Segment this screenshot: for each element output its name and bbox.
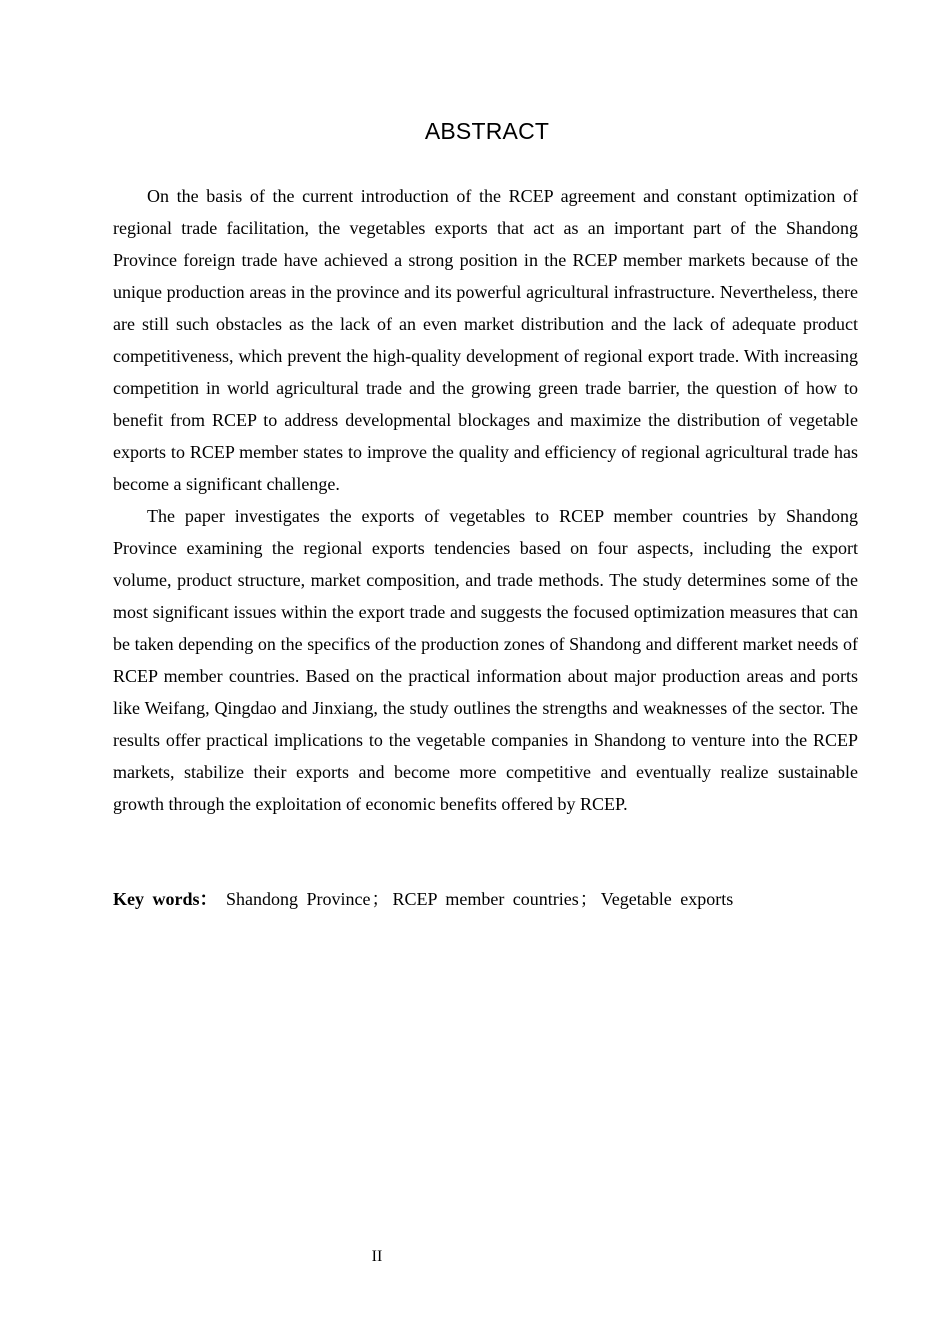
page-number: II [371, 1248, 383, 1265]
abstract-body [113, 180, 858, 820]
keyword-item: Vegetable exports [600, 889, 734, 909]
abstract-paragraph-2: The paper investigates the exports of vegetables to RCEP member countries by Shandong Province examining the regional exports tendencies based on four aspects, including the export volume, product structure, market composition, and trade methods. The study determines some of the most significant issues within the export trade and suggests the focused optimization measures that can be taken depending on the specifics of the production zones of Shandong and different market needs of RCEP member countries. Based on the practical information about major production areas and ports like Weifang, Qingdao and Jinxiang, the study outlines the strengths and weaknesses of the sector. The results offer practical implications to the vegetable companies in Shandong to venture into the RCEP markets, stabilize their exports and become more competitive and eventually realize sustainable growth through the exploitation of economic benefits offered by RCEP. [113, 506, 858, 814]
abstract-paragraph-1: On the basis of the current introduction of the RCEP agreement and constant optimization of regional trade facilitation, the vegetables exports that act as an important part of the Shandong Province foreign trade have achieved a strong position in the RCEP member markets because of the unique production areas in the province and its powerful agricultural infrastructure. Nevertheless, there are still such obstacles as the lack of an even market distribution and the lack of adequate product competitiveness, which prevent the high-quality development of regional export trade. With increasing competition in world agricultural trade and the growing green trade barrier, the question of how to benefit from RCEP to address developmental blockages and maximize the distribution of vegetable exports to RCEP member states to improve the quality and efficiency of regional agricultural trade has become a significant challenge. [113, 186, 858, 494]
keyword-separator: ； [371, 889, 390, 909]
keyword-item: Shandong Province [226, 889, 371, 909]
abstract-title: ABSTRACT [424, 118, 550, 144]
keyword-separator: ； [579, 889, 598, 909]
keywords-line [113, 883, 858, 915]
keyword-item: RCEP member countries [392, 889, 579, 909]
keywords-label: Key words： [113, 889, 218, 909]
